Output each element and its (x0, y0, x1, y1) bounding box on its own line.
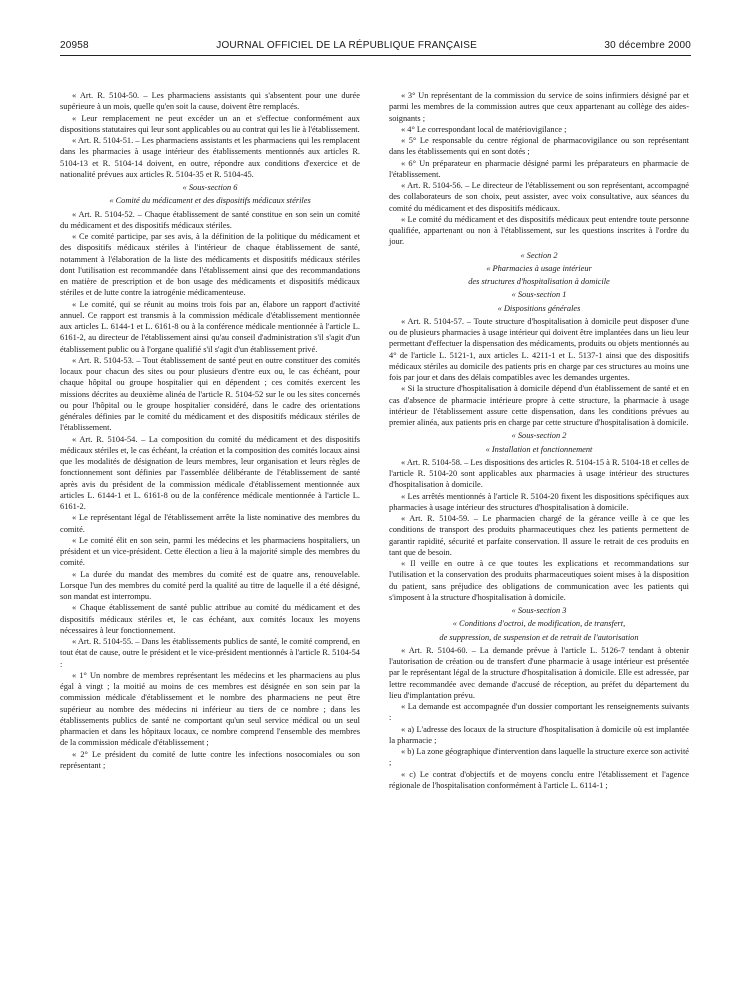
paragraph: « Ce comité participe, par ses avis, à la définition de la politique du médicament et des dispositifs médicaux stériles à l'intérieur de chaque établissement de santé, notamment à l'élaboration de la liste des médicaments et dispositifs médicaux stériles dont l'utilisation est recommandée dans l'établissement ainsi que des recommandations en matière de prescription et de bon usage des médicaments et dispositifs médicaux stériles et de lutte contre la iatrogénie médicamenteuse. (60, 232, 360, 298)
paragraph: « Il veille en outre à ce que toutes les explications et recommandations sur l'utilisation et la conservation des produits pharmaceutiques soient mises à la disposition du patient, sans préjudice des obligations de communication avec les patients qui s'imposent à la structure d'hospitalisation à domicile. (389, 559, 689, 602)
section-title: « Pharmacies à usage intérieur (486, 263, 592, 273)
paragraph: « La demande est accompagnée d'un dossier comportant les renseignements suivants : (389, 702, 689, 723)
paragraph: « Le comité élit en son sein, parmi les médecins et les pharmaciens hospitaliers, un président et un vice-président. Cette élection a lieu à la majorité simple des membres du comité. (60, 535, 360, 568)
paragraph: « a) L'adresse des locaux de la structure d'hospitalisation à domicile où est implantée la pharmacie ; (389, 724, 689, 745)
paragraph: « Art. R. 5104-55. – Dans les établissements publics de santé, le comité comprend, en tout état de cause, outre le président et le vice-président mentionnés à l'article R. 5104-54 : (60, 637, 360, 669)
paragraph: « c) Le contrat d'objectifs et de moyens conclu entre l'établissement et l'agence régionale de l'hospitalisation conformément à l'article L. 6114-1 ; (389, 769, 689, 790)
paragraph: « 6° Un préparateur en pharmacie désigné parmi les préparateurs en pharmacie de l'établissement. (389, 158, 689, 179)
paragraph: « Art. R. 5104-60. – La demande prévue à l'article L. 5126-7 tendant à obtenir l'autorisation de création ou de transfert d'une pharmacie à usage intérieur est présentée par le représentant légal de la structure d'hospitalisation à domicile. Elle est adressée, par lettre recommandée avec demande d'accusé de réception, au préfet du département du lieu d'implantation prévu. (389, 645, 689, 700)
paragraph: « Art. R. 5104-50. – Les pharmaciens assistants qui s'absentent pour une durée supérieure à un mois, quelle qu'en soit la cause, doivent être remplacés. (60, 91, 360, 112)
subsection-title: « Dispositions générales (497, 303, 581, 313)
subsection-title: « Comité du médicament et des dispositifs médicaux stériles (109, 196, 311, 206)
paragraph: « Le comité, qui se réunit au moins trois fois par an, élabore un rapport d'activité annuel. Ce rapport est transmis à la commission médicale d'établissement mentionnée aux articles L. 6144-1 et L. 6161-8 ou à la conférence médicale mentionnée à l'article L. 6161-2, au directeur de l'établissement ainsi qu'au conseil d'administration s'il s'agit d'un établissement public ou à l'organe qualifié s'il s'agit d'un établissement privé. (60, 299, 360, 354)
subsection-title: « Installation et fonctionnement (485, 444, 593, 454)
section-heading: « Section 2 (520, 250, 558, 260)
paragraph: « La durée du mandat des membres du comité est de quatre ans, renouvelable. Lorsque l'un des membres du comité perd la qualité au titre de laquelle il a été désigné, son mandat est interrompu. (60, 569, 360, 601)
paragraph: « Leur remplacement ne peut excéder un an et s'effectue conformément aux dispositions statutaires qui leur sont applicables ou au contrat qui les lie à l'établissement. (60, 113, 360, 134)
subsection-title-line-2: de suppression, de suspension et de retrait de l'autorisation (439, 632, 639, 642)
paragraph: « Le représentant légal de l'établissement arrête la liste nominative des membres du comité. (60, 513, 360, 534)
right-column (389, 90, 689, 791)
paragraph: « Art. R. 5104-53. – Tout établissement de santé peut en outre constituer des comités locaux pour chacun des sites ou pour plusieurs d'entre eux ou, le cas échéant, pour chaque hôpital ou groupe hospitalier qui en dépendent ; ces comités exercent les missions décrites au deuxième alinéa de l'article R. 5104-52 sur le ou les sites concernés ou pour l'hôpital ou le groupe hospitalier considéré, dans le cadre des orientations générales définies par le comité du médicament et des dispositifs médicaux stériles de l'établissement. (60, 355, 360, 433)
paragraph: « Art. R. 5104-56. – Le directeur de l'établissement ou son représentant, accompagné des collaborateurs de son choix, peut assister, avec voix consultative, aux séances du comité du médicament et des dispositifs médicaux. (389, 181, 689, 213)
subsection-heading: « Sous-section 6 (182, 183, 238, 192)
journal-title: JOURNAL OFFICIEL DE LA RÉPUBLIQUE FRANÇAISE (216, 40, 477, 51)
subsection-heading: « Sous-section 3 (511, 606, 567, 615)
paragraph: « 1° Un nombre de membres représentant les médecins et les pharmaciens au plus égal à vingt ; la moitié au moins de ces membres est désignée en son sein par la commission médicale d'établissement et le nombre des pharmaciens ne peut être supérieur au nombre des médecins ni inférieur au tiers de ce nombre ; dans les établissements publics de santé ne comportant qu'un seul service médical ou un seul pharmacien et dans les hôpitaux locaux, ce nombre comprend l'ensemble des membres de la commission médicale d'établissement ; (60, 670, 360, 748)
header-rule (60, 55, 691, 56)
paragraph: « Chaque établissement de santé public attribue au comité du médicament et des dispositifs médicaux stériles et, le cas échéant, aux comités locaux les moyens nécessaires à leur fonctionnement. (60, 603, 360, 635)
subsection-heading: « Sous-section 2 (511, 431, 567, 441)
left-column (60, 90, 360, 771)
page-header (60, 40, 691, 51)
paragraph: « 4° Le correspondant local de matériovigilance ; (401, 124, 567, 134)
page-number: 20958 (60, 40, 89, 51)
paragraph: « 5° Le responsable du centre régional de pharmacovigilance ou son représentant dans les établissements qui en sont dotés ; (389, 136, 689, 157)
paragraph: « Les arrêtés mentionnés à l'article R. 5104-20 fixent les dispositions spécifiques aux pharmacies à usage intérieur des structures d'hospitalisation à domicile. (389, 491, 689, 512)
paragraph: « b) La zone géographique d'intervention dans laquelle la structure exerce son activité ; (389, 747, 690, 768)
paragraph: « Le comité du médicament et des dispositifs médicaux peut entendre toute personne qualifiée, appartenant ou non à l'établissement, sur les questions inscrites à l'ordre du jour. (389, 214, 689, 247)
paragraph: « Art. R. 5104-58. – Les dispositions des articles R. 5104-15 à R. 5104-18 et celles de l'article R. 5104-20 sont applicables aux pharmacies à usage intérieur des structures d'hospitalisation à domicile. (389, 457, 689, 490)
subsection-heading: « Sous-section 1 (511, 290, 567, 300)
paragraph: « 2° Le président du comité de lutte contre les infections nosocomiales ou son représentant ; (60, 749, 360, 770)
subsection-title: « Conditions d'octroi, de modification, de transfert, (452, 619, 626, 629)
paragraph: « Art. R. 5104-54. – La composition du comité du médicament et des dispositifs médicaux stériles et, le cas échéant, la création et la composition des comités locaux ainsi que les modalités de désignation de leurs membres, leur organisation et leurs règles de fonctionnement sont définies par l'assemblée délibérante de l'établissement de santé après avis du président de la commission médicale d'établissement mentionnée aux articles L. 6144-1 et L. 6161-8 ou de la conférence médicale mentionnée à l'article L. 6161-2. (60, 434, 360, 511)
paragraph: « Art. R. 5104-57. – Toute structure d'hospitalisation à domicile peut disposer d'une ou de plusieurs pharmacies à usage intérieur qui doivent être implantées dans un lieu leur permettant d'effectuer la dispensation des médicaments, produits ou objets mentionnés au 4° de l'article L. 5121-1, aux articles L. 4211-1 et L. 5137-1 ainsi que des dispositifs médicaux stériles au domicile des patients pris en charge par ces structures au moins une fois par jour et dans des délais compatibles avec les demandes urgentes. (389, 316, 689, 382)
paragraph: « Art. R. 5104-59. – Le pharmacien chargé de la gérance veille à ce que les conditions de transport des produits pharmaceutiques chez les patients permettent de garantir rapidité, sécurité et parfaite conservation. Il assure le retrait de ces produits en tant que de besoin. (389, 514, 689, 557)
issue-date: 30 décembre 2000 (604, 40, 691, 51)
paragraph: « Art. R. 5104-51. – Les pharmaciens assistants et les pharmaciens qui les remplacent dans les pharmacies à usage intérieur des établissements mentionnés aux articles R. 5104-13 et R. 5104-14 doivent, en outre, répondre aux conditions d'exercice et de nationalité prévues aux articles R. 5104-35 et R. 5104-45. (60, 136, 360, 179)
paragraph: « Art. R. 5104-52. – Chaque établissement de santé constitue en son sein un comité du médicament et des dispositifs médicaux stériles. (60, 209, 360, 230)
section-title-line-2: des structures d'hospitalisation à domicile (468, 277, 610, 286)
paragraph: « Si la structure d'hospitalisation à domicile dépend d'un établissement de santé et en cas d'absence de pharmacie intérieure propre à cette structure, la pharmacie à usage intérieur de l'établissement assure cette dispensation, dans les conditions prévues au premier alinéa, aux patients pris en charge par cette structure d'hospitalisation à domicile. (389, 384, 689, 427)
paragraph: « 3° Un représentant de la commission du service de soins infirmiers désigné par et parmi les membres de la commission autres que ceux appartenant au collège des aides-soignants ; (389, 91, 689, 123)
